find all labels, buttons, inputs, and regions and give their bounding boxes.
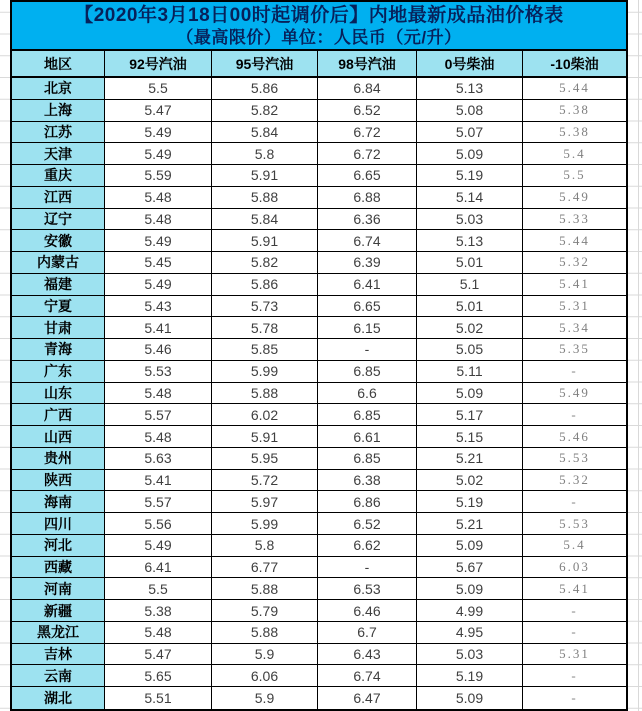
price-cell: 5.09 <box>417 383 523 405</box>
price-cell: 5.5 <box>105 578 212 600</box>
price-cell: 5.65 <box>105 665 212 687</box>
price-cell: 5.72 <box>212 470 318 492</box>
price-cell: 5.48 <box>105 426 212 448</box>
price-cell: - <box>318 557 417 579</box>
price-cell: 5.48 <box>105 209 212 231</box>
region-cell: 海南 <box>12 491 105 513</box>
price-cell: 6.46 <box>318 600 417 622</box>
price-cell: 5.15 <box>417 426 523 448</box>
price-cell: 5.46 <box>105 339 212 361</box>
price-cell: 5.08 <box>417 100 523 122</box>
price-cell: 5.11 <box>417 361 523 383</box>
price-cell: 4.95 <box>417 622 523 644</box>
price-cell: - <box>571 690 578 706</box>
price-cell: 5.49 <box>523 383 626 405</box>
price-cell: 6.77 <box>212 557 318 579</box>
price-cell: 5.34 <box>523 317 626 339</box>
price-cell: 5.21 <box>417 513 523 535</box>
region-cell: 黑龙江 <box>12 622 105 644</box>
price-cell: 5.19 <box>417 165 523 187</box>
price-cell: 5.82 <box>212 100 318 122</box>
price-cell: 5.85 <box>212 339 318 361</box>
region-cell: 天津 <box>12 143 105 165</box>
price-cell: 5.63 <box>105 448 212 470</box>
price-cell: 5.38 <box>105 600 212 622</box>
price-cell: 6.52 <box>318 100 417 122</box>
column-header: 地区 <box>12 51 105 78</box>
price-cell: 5.53 <box>523 513 626 535</box>
table-title-band <box>12 2 626 51</box>
price-cell: 6.52 <box>318 513 417 535</box>
price-cell: 6.03 <box>523 557 626 579</box>
price-cell: - <box>523 665 626 687</box>
price-cell: 6.74 <box>318 230 417 252</box>
price-cell: 6.86 <box>318 491 417 513</box>
price-cell: 5.84 <box>212 209 318 231</box>
price-cell: 5.41 <box>105 317 212 339</box>
price-cell: 5.01 <box>417 252 523 274</box>
price-cell: 5.31 <box>523 296 626 318</box>
price-cell: 5.38 <box>523 122 626 144</box>
price-cell: 6.02 <box>212 404 318 426</box>
price-cell: 5.02 <box>417 317 523 339</box>
price-cell: 5.32 <box>523 470 626 492</box>
price-cell: 5.48 <box>105 383 212 405</box>
price-cell: - <box>523 491 626 513</box>
price-cell: 5.14 <box>417 187 523 209</box>
price-cell: 6.06 <box>212 665 318 687</box>
region-cell: 云南 <box>12 665 105 687</box>
price-cell: 5.43 <box>105 296 212 318</box>
price-cell: 6.39 <box>318 252 417 274</box>
price-cell: 6.85 <box>318 361 417 383</box>
table-subtitle: （最高限价）单位：人民币（元/升） <box>176 27 462 47</box>
price-cell: 5.59 <box>105 165 212 187</box>
price-cell: 5.49 <box>105 230 212 252</box>
price-cell: 6.62 <box>318 535 417 557</box>
fuel-price-table <box>10 0 628 711</box>
price-cell: 5.56 <box>105 513 212 535</box>
price-cell: 5.9 <box>212 644 318 666</box>
price-cell: 5.86 <box>212 78 318 100</box>
region-cell: 广东 <box>12 361 105 383</box>
price-cell: 5.33 <box>523 209 626 231</box>
price-cell: 6.15 <box>318 317 417 339</box>
region-cell: 陕西 <box>12 470 105 492</box>
price-cell: 5.49 <box>105 535 212 557</box>
right-margin-strip <box>628 0 642 711</box>
region-cell: 新疆 <box>12 600 105 622</box>
price-cell: 5.84 <box>212 122 318 144</box>
region-cell: 西藏 <box>12 557 105 579</box>
region-cell: 广西 <box>12 404 105 426</box>
price-cell: 5.99 <box>212 513 318 535</box>
price-cell: 5.88 <box>212 578 318 600</box>
region-cell: 江苏 <box>12 122 105 144</box>
region-cell: 宁夏 <box>12 296 105 318</box>
column-header: 98号汽油 <box>318 51 417 78</box>
price-cell: 6.74 <box>318 665 417 687</box>
price-cell: 5.21 <box>417 448 523 470</box>
price-cell: 5.86 <box>212 274 318 296</box>
price-cell: 5.09 <box>417 143 523 165</box>
price-cell: - <box>523 361 626 383</box>
price-cell: 5.53 <box>105 361 212 383</box>
price-cell: 5.41 <box>105 470 212 492</box>
region-cell: 福建 <box>12 274 105 296</box>
price-cell: 6.72 <box>318 143 417 165</box>
region-cell: 河北 <box>12 535 105 557</box>
price-cell: 5.67 <box>417 557 523 579</box>
region-cell: 重庆 <box>12 165 105 187</box>
price-cell: 5.35 <box>523 339 626 361</box>
price-cell: 5.57 <box>105 404 212 426</box>
price-cell: 5.57 <box>105 491 212 513</box>
price-cell: 5.88 <box>212 622 318 644</box>
price-cell: 5.48 <box>105 622 212 644</box>
price-cell: 5.9 <box>212 687 318 709</box>
price-cell: 5.13 <box>417 230 523 252</box>
region-cell: 青海 <box>12 339 105 361</box>
price-cell: 5.5 <box>523 165 626 187</box>
table-title: 【2020年3月18日00时起调价后】内地最新成品油价格表 <box>74 4 564 26</box>
price-cell: 5.97 <box>212 491 318 513</box>
price-cell: 5.49 <box>105 274 212 296</box>
region-cell: 内蒙古 <box>12 252 105 274</box>
price-cell: 5.01 <box>417 296 523 318</box>
column-header: 92号汽油 <box>105 51 212 78</box>
price-cell: 5.05 <box>417 339 523 361</box>
price-cell: 5.44 <box>523 78 626 100</box>
price-cell: - <box>318 339 417 361</box>
region-cell: 江西 <box>12 187 105 209</box>
price-cell: 5.32 <box>523 252 626 274</box>
price-cell: 5.09 <box>417 535 523 557</box>
price-cell: 5.03 <box>417 209 523 231</box>
column-header: -10柴油 <box>523 51 626 78</box>
price-cell: 5.91 <box>212 230 318 252</box>
price-cell: 6.6 <box>318 383 417 405</box>
price-cell: - <box>523 622 626 644</box>
price-cell: 6.36 <box>318 209 417 231</box>
price-cell: 4.99 <box>417 600 523 622</box>
price-cell: 5.53 <box>523 448 626 470</box>
price-cell: 5.38 <box>523 100 626 122</box>
price-cell: 6.47 <box>318 687 417 709</box>
price-cell: 5.02 <box>417 470 523 492</box>
price-cell: 6.53 <box>318 578 417 600</box>
price-cell: 5.73 <box>212 296 318 318</box>
price-cell: 5.88 <box>212 187 318 209</box>
price-cell: 5.51 <box>105 687 212 709</box>
price-cell: 6.7 <box>318 622 417 644</box>
region-cell: 吉林 <box>12 644 105 666</box>
price-cell: - <box>523 404 626 426</box>
price-cell: 5.44 <box>523 230 626 252</box>
price-cell: 5.82 <box>212 252 318 274</box>
price-cell: 5.19 <box>417 491 523 513</box>
region-cell: 河南 <box>12 578 105 600</box>
region-cell: 上海 <box>12 100 105 122</box>
price-cell: 5.91 <box>212 165 318 187</box>
price-cell: 5.99 <box>212 361 318 383</box>
price-cell: 5.45 <box>105 252 212 274</box>
price-cell: 6.88 <box>318 187 417 209</box>
price-cell: 5.41 <box>523 578 626 600</box>
price-cell: 5.09 <box>417 687 523 709</box>
price-cell: 6.43 <box>318 644 417 666</box>
left-margin-strip <box>0 0 10 711</box>
price-cell: 5.03 <box>417 644 523 666</box>
region-cell: 贵州 <box>12 448 105 470</box>
price-cell: 5.1 <box>417 274 523 296</box>
price-cell: 6.65 <box>318 165 417 187</box>
price-cell: 5.31 <box>523 644 626 666</box>
price-cell: 6.84 <box>318 78 417 100</box>
price-cell: 5.41 <box>523 274 626 296</box>
price-cell: 5.17 <box>417 404 523 426</box>
price-cell: 5.5 <box>105 78 212 100</box>
price-cell: 6.41 <box>318 274 417 296</box>
region-cell: 湖北 <box>12 687 105 709</box>
price-cell: 5.8 <box>212 535 318 557</box>
region-cell: 辽宁 <box>12 209 105 231</box>
price-cell: 5.19 <box>417 665 523 687</box>
price-cell: 5.88 <box>212 383 318 405</box>
region-cell: 四川 <box>12 513 105 535</box>
price-cell: 5.8 <box>212 143 318 165</box>
region-cell: 甘肃 <box>12 317 105 339</box>
price-cell: 5.79 <box>212 600 318 622</box>
price-cell: - <box>523 600 626 622</box>
price-cell: 5.91 <box>212 426 318 448</box>
price-cell: 5.95 <box>212 448 318 470</box>
price-cell: 5.4 <box>523 535 626 557</box>
region-cell: 山东 <box>12 383 105 405</box>
price-cell: 6.65 <box>318 296 417 318</box>
price-cell: 5.07 <box>417 122 523 144</box>
price-cell: 6.85 <box>318 404 417 426</box>
price-cell: 5.48 <box>105 187 212 209</box>
price-cell: 5.49 <box>105 143 212 165</box>
price-cell: 6.85 <box>318 448 417 470</box>
price-cell: 6.72 <box>318 122 417 144</box>
column-header: 0号柴油 <box>417 51 523 78</box>
price-cell: 5.49 <box>105 122 212 144</box>
region-cell: 北京 <box>12 78 105 100</box>
price-cell: 6.38 <box>318 470 417 492</box>
price-cell: 5.46 <box>523 426 626 448</box>
region-cell: 山西 <box>12 426 105 448</box>
price-grid <box>12 51 626 709</box>
price-cell: 5.49 <box>523 187 626 209</box>
price-cell: 5.09 <box>417 578 523 600</box>
region-cell: 安徽 <box>12 230 105 252</box>
price-cell: 6.41 <box>105 557 212 579</box>
price-cell: 5.4 <box>523 143 626 165</box>
price-cell: 5.47 <box>105 100 212 122</box>
price-cell: 5.13 <box>417 78 523 100</box>
column-header: 95号汽油 <box>212 51 318 78</box>
price-cell: 5.47 <box>105 644 212 666</box>
price-cell: 6.61 <box>318 426 417 448</box>
price-cell: 5.78 <box>212 317 318 339</box>
